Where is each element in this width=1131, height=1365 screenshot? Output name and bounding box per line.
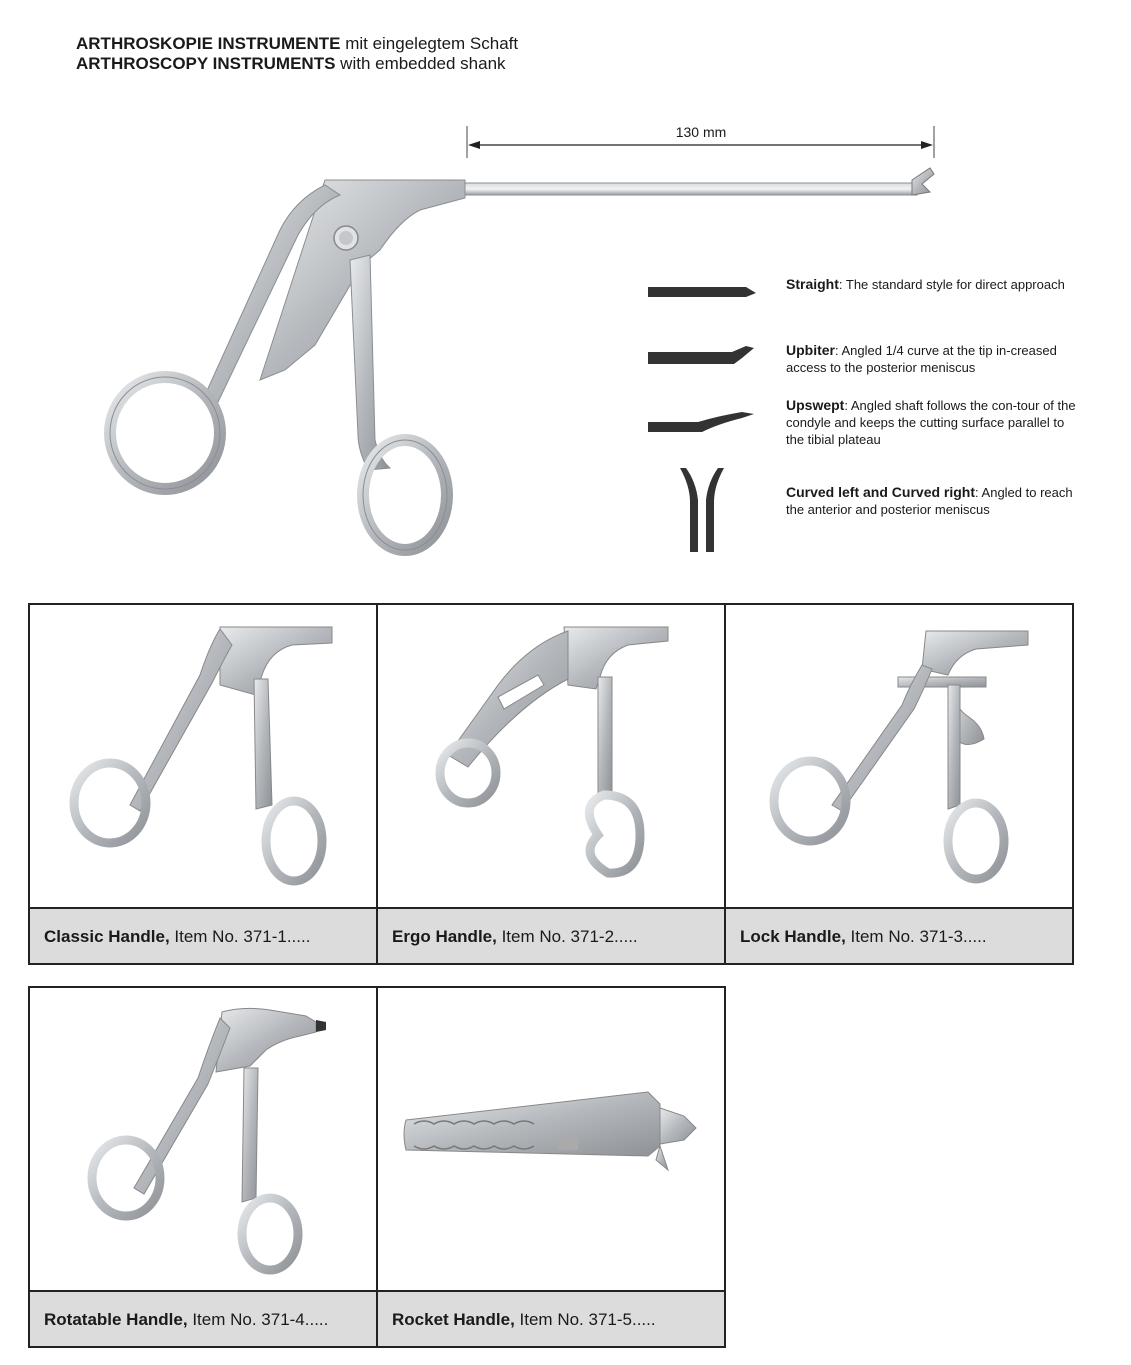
rocket-handle-image xyxy=(378,988,724,1288)
tip-name: Straight xyxy=(786,276,839,292)
handle-caption xyxy=(378,1290,724,1346)
tip-description-straight xyxy=(786,276,1076,293)
handle-card-classic xyxy=(28,603,378,965)
tip-text: : Angled 1/4 curve at the tip in-creased access to the posterior meniscus xyxy=(786,343,1057,375)
title-german-rest: mit eingelegtem Schaft xyxy=(340,34,519,53)
title-english-bold: ARTHROSCOPY INSTRUMENTS xyxy=(76,54,336,73)
handle-card-rocket xyxy=(376,986,726,1348)
handle-item-number: Item No. 371-2..... xyxy=(496,927,638,946)
title-line-german xyxy=(76,34,518,54)
title-english-rest: with embedded shank xyxy=(335,54,506,73)
title-line-english xyxy=(76,54,518,74)
upbiter-tip-icon xyxy=(646,344,758,368)
handle-caption xyxy=(30,907,376,963)
handle-card-rotatable xyxy=(28,986,378,1348)
handle-name: Classic Handle, xyxy=(44,927,170,946)
tip-description-upswept xyxy=(786,397,1076,448)
tip-text: : Angled to reach the anterior and posterior meniscus xyxy=(786,485,1073,517)
handle-item-number: Item No. 371-4..... xyxy=(187,1310,329,1329)
handle-item-number: Item No. 371-3..... xyxy=(845,927,987,946)
handle-caption xyxy=(378,907,724,963)
handle-caption xyxy=(726,907,1072,963)
tip-name: Upbiter xyxy=(786,342,835,358)
curved-tip-icon xyxy=(676,466,730,556)
upswept-tip-icon xyxy=(646,408,758,436)
title-german-bold: ARTHROSKOPIE INSTRUMENTE xyxy=(76,34,341,53)
handle-name: Rotatable Handle, xyxy=(44,1310,188,1329)
rotatable-handle-image xyxy=(30,988,376,1288)
tip-text: : Angled shaft follows the con-tour of the condyle and keeps the cutting surface parallel to the tibial plateau xyxy=(786,398,1076,447)
handle-caption xyxy=(30,1290,376,1346)
page-title xyxy=(76,34,518,74)
lock-handle-image xyxy=(726,605,1072,905)
tip-text: : The standard style for direct approach xyxy=(838,277,1065,292)
tip-name: Upswept xyxy=(786,397,845,413)
handle-name: Ergo Handle, xyxy=(392,927,497,946)
dimension-label: 130 mm xyxy=(675,124,727,140)
ergo-handle-image xyxy=(378,605,724,905)
tip-description-upbiter xyxy=(786,342,1076,376)
handle-item-number: Item No. 371-5..... xyxy=(514,1310,656,1329)
handle-card-lock xyxy=(724,603,1074,965)
handle-name: Lock Handle, xyxy=(740,927,846,946)
handle-item-number: Item No. 371-1..... xyxy=(169,927,311,946)
classic-handle-image xyxy=(30,605,376,905)
tip-description-curved xyxy=(786,484,1076,518)
straight-tip-icon xyxy=(646,283,758,303)
handle-name: Rocket Handle, xyxy=(392,1310,515,1329)
handle-card-ergo xyxy=(376,603,726,965)
tip-name: Curved left and Curved right xyxy=(786,484,976,500)
